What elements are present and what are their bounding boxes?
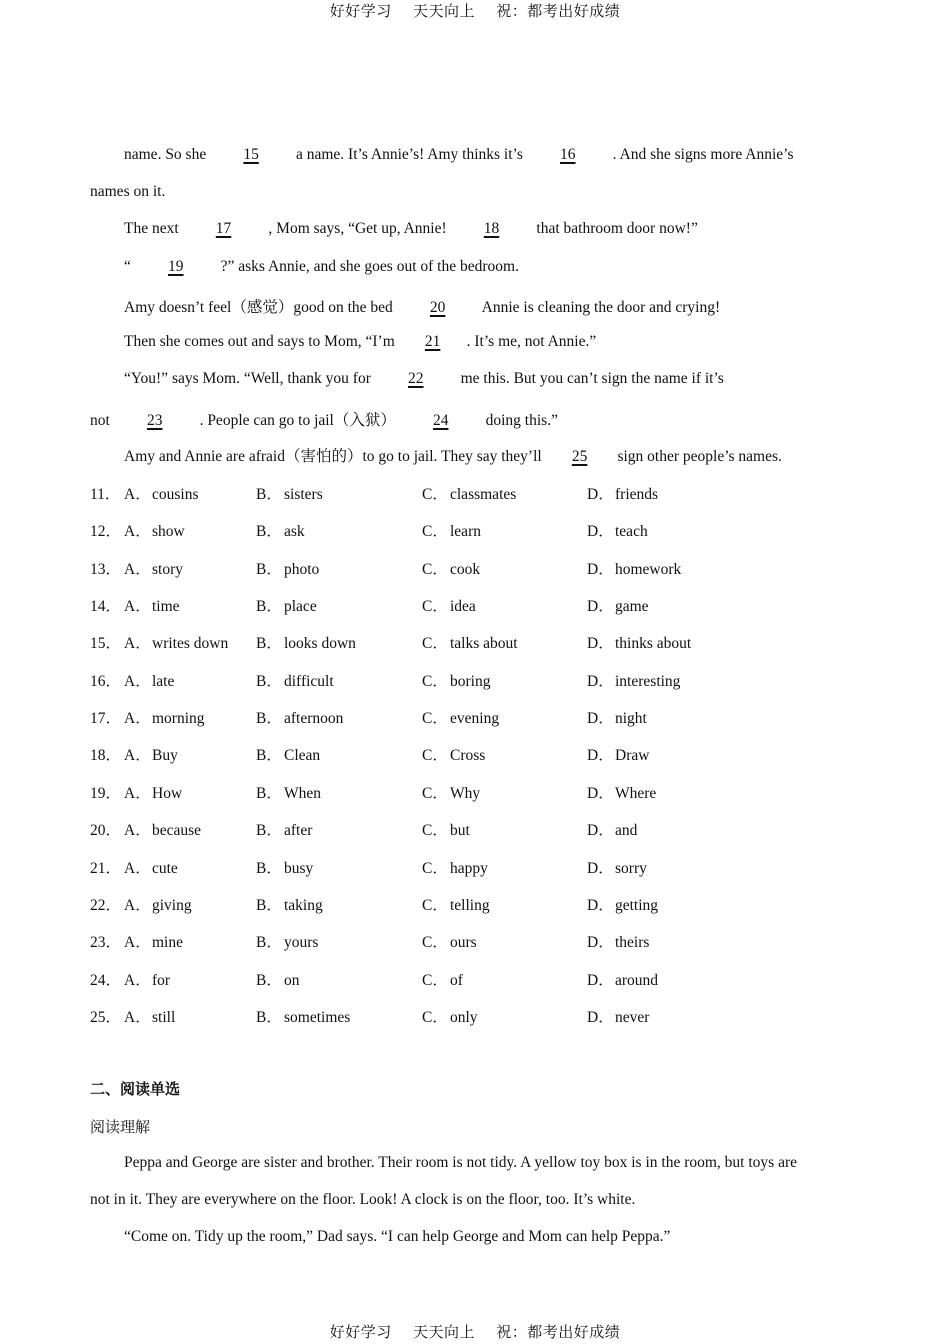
option-text: thinks about bbox=[615, 635, 692, 652]
option-text: cute bbox=[152, 860, 178, 877]
passage-line bbox=[124, 295, 720, 317]
option-c bbox=[422, 519, 481, 541]
option-letter: B． bbox=[256, 822, 282, 839]
option-text: Buy bbox=[152, 747, 178, 764]
option-d bbox=[587, 856, 647, 878]
option-b bbox=[256, 557, 319, 579]
option-c bbox=[422, 930, 477, 952]
blank-21: 21 bbox=[424, 333, 441, 350]
option-c bbox=[422, 781, 480, 803]
option-d bbox=[587, 743, 649, 765]
option-text: theirs bbox=[615, 934, 650, 951]
option-text: place bbox=[284, 598, 317, 615]
option-letter: B． bbox=[256, 785, 282, 802]
question-number: 13． bbox=[90, 561, 122, 578]
question-number: 21． bbox=[90, 860, 122, 877]
option-letter: C． bbox=[422, 561, 448, 578]
option-a bbox=[124, 631, 228, 653]
option-b bbox=[256, 482, 323, 504]
passage-text: . And she signs more Annie’s bbox=[608, 146, 794, 163]
option-d bbox=[587, 519, 648, 541]
option-text: idea bbox=[450, 598, 476, 615]
option-text: interesting bbox=[615, 673, 681, 690]
option-letter: C． bbox=[422, 822, 448, 839]
option-b bbox=[256, 669, 334, 691]
option-letter: D． bbox=[587, 1009, 614, 1026]
option-letter: D． bbox=[587, 822, 614, 839]
option-b bbox=[256, 1005, 350, 1027]
question-number: 22． bbox=[90, 897, 122, 914]
option-text: story bbox=[152, 561, 183, 578]
option-b bbox=[256, 781, 321, 803]
option-letter: C． bbox=[422, 486, 448, 503]
option-b bbox=[256, 743, 320, 765]
option-letter: B． bbox=[256, 710, 282, 727]
passage-line bbox=[124, 370, 724, 388]
option-c bbox=[422, 631, 518, 653]
option-text: only bbox=[450, 1009, 478, 1026]
option-letter: A． bbox=[124, 934, 151, 951]
reading-line: not in it. They are everywhere on the floor. Look! A clock is on the floor, too. It’s white. bbox=[90, 1191, 636, 1208]
blank-19: 19 bbox=[168, 258, 184, 275]
question-number: 12． bbox=[90, 523, 122, 540]
option-letter: C． bbox=[422, 673, 448, 690]
option-d bbox=[587, 818, 637, 840]
option-text: cousins bbox=[152, 486, 199, 503]
option-text: Cross bbox=[450, 747, 486, 764]
option-text: and bbox=[615, 822, 638, 839]
option-letter: A． bbox=[124, 860, 151, 877]
option-text: evening bbox=[450, 710, 500, 727]
option-text: time bbox=[152, 598, 180, 615]
passage-line bbox=[124, 444, 782, 466]
option-letter: D． bbox=[587, 486, 614, 503]
passage-text: names on it. bbox=[90, 183, 166, 200]
passage-line bbox=[124, 258, 519, 276]
option-letter: C． bbox=[422, 785, 448, 802]
option-text: night bbox=[615, 710, 647, 727]
option-letter: A． bbox=[124, 673, 151, 690]
option-text: still bbox=[152, 1009, 176, 1026]
passage-text: doing this.” bbox=[481, 412, 558, 429]
option-text: teach bbox=[615, 523, 648, 540]
question-number: 23． bbox=[90, 934, 122, 951]
question-number: 17． bbox=[90, 710, 122, 727]
footer-right-text: 祝：都考出好成绩 bbox=[496, 1323, 621, 1341]
option-letter: D． bbox=[587, 897, 614, 914]
option-c bbox=[422, 818, 470, 840]
option-d bbox=[587, 557, 681, 579]
option-text: talks about bbox=[450, 635, 518, 652]
option-letter: C． bbox=[422, 710, 448, 727]
option-c bbox=[422, 856, 488, 878]
option-text: difficult bbox=[284, 673, 334, 690]
passage-text: . It’s me, not Annie.” bbox=[466, 333, 597, 350]
option-letter: C． bbox=[422, 860, 448, 877]
option-letter: C． bbox=[422, 972, 448, 989]
option-c bbox=[422, 557, 480, 579]
option-d bbox=[587, 669, 680, 691]
option-text: ask bbox=[284, 523, 305, 540]
option-letter: A． bbox=[124, 635, 151, 652]
option-text: but bbox=[450, 822, 470, 839]
question-number: 24． bbox=[90, 972, 122, 989]
reading-line: “Come on. Tidy up the room,” Dad says. “I can help George and Mom can help Peppa.” bbox=[124, 1228, 671, 1245]
question-number: 15． bbox=[90, 635, 122, 652]
passage-text: me this. But you can’t sign the name if it’s bbox=[456, 370, 724, 387]
section-title: 二、阅读单选 bbox=[90, 1080, 181, 1098]
option-d bbox=[587, 968, 658, 990]
option-c bbox=[422, 594, 476, 616]
header-middle-text: 天天向上 bbox=[412, 2, 475, 20]
passage-text: . People can go to jail（入狱） bbox=[195, 412, 400, 429]
option-letter: D． bbox=[587, 747, 614, 764]
option-letter: B． bbox=[256, 635, 282, 652]
option-text: because bbox=[152, 822, 202, 839]
option-text: for bbox=[152, 972, 171, 989]
option-letter: D． bbox=[587, 710, 614, 727]
option-a bbox=[124, 968, 170, 990]
option-text: Why bbox=[450, 785, 481, 802]
option-text: Clean bbox=[284, 747, 321, 764]
option-letter: B． bbox=[256, 598, 282, 615]
option-b bbox=[256, 519, 305, 541]
option-text: giving bbox=[152, 897, 192, 914]
option-d bbox=[587, 482, 658, 504]
option-letter: D． bbox=[587, 785, 614, 802]
option-c bbox=[422, 669, 490, 691]
option-text: after bbox=[284, 822, 313, 839]
option-d bbox=[587, 930, 649, 952]
passage-text: “ bbox=[124, 258, 135, 275]
passage-text: Amy doesn’t feel（感觉）good on the bed bbox=[124, 299, 397, 316]
option-letter: A． bbox=[124, 561, 151, 578]
question-number: 20． bbox=[90, 822, 122, 839]
option-letter: B． bbox=[256, 561, 282, 578]
option-letter: C． bbox=[422, 934, 448, 951]
option-text: learn bbox=[450, 523, 481, 540]
option-d bbox=[587, 594, 649, 616]
option-a bbox=[124, 706, 205, 728]
option-d bbox=[587, 631, 691, 653]
option-letter: A． bbox=[124, 822, 151, 839]
option-text: classmates bbox=[450, 486, 517, 503]
option-text: ours bbox=[450, 934, 477, 951]
option-a bbox=[124, 856, 178, 878]
passage-line bbox=[90, 183, 165, 201]
passage-text: Amy and Annie are afraid（害怕的）to go to jail. They say they’ll bbox=[124, 448, 546, 465]
option-letter: B． bbox=[256, 486, 282, 503]
passage-text: sign other people’s names. bbox=[613, 448, 782, 465]
option-letter: A． bbox=[124, 523, 151, 540]
option-text: When bbox=[284, 785, 322, 802]
option-letter: B． bbox=[256, 1009, 282, 1026]
option-text: happy bbox=[450, 860, 488, 877]
option-a bbox=[124, 594, 180, 616]
option-b bbox=[256, 631, 356, 653]
option-text: morning bbox=[152, 710, 205, 727]
option-text: writes down bbox=[152, 635, 229, 652]
option-letter: C． bbox=[422, 897, 448, 914]
option-text: sorry bbox=[615, 860, 647, 877]
page-footer bbox=[0, 1321, 950, 1342]
blank-24: 24 bbox=[433, 412, 449, 429]
blank-22: 22 bbox=[408, 370, 424, 387]
option-text: around bbox=[615, 972, 659, 989]
option-text: of bbox=[450, 972, 463, 989]
passage-text: name. So she bbox=[124, 146, 211, 163]
option-text: show bbox=[152, 523, 185, 540]
passage-text: The next bbox=[124, 220, 183, 237]
option-letter: B． bbox=[256, 860, 282, 877]
passage-text: Then she comes out and says to Mom, “I’m bbox=[124, 333, 399, 350]
option-b bbox=[256, 818, 312, 840]
passage-line bbox=[124, 220, 698, 238]
option-text: sisters bbox=[284, 486, 323, 503]
option-letter: A． bbox=[124, 1009, 151, 1026]
option-text: getting bbox=[615, 897, 659, 914]
question-number: 16． bbox=[90, 673, 122, 690]
option-text: looks down bbox=[284, 635, 356, 652]
option-a bbox=[124, 930, 183, 952]
option-text: yours bbox=[284, 934, 319, 951]
option-text: telling bbox=[450, 897, 490, 914]
option-letter: A． bbox=[124, 972, 151, 989]
option-letter: A． bbox=[124, 486, 151, 503]
blank-15: 15 bbox=[243, 146, 259, 163]
option-text: late bbox=[152, 673, 175, 690]
option-b bbox=[256, 930, 318, 952]
option-d bbox=[587, 706, 647, 728]
option-letter: A． bbox=[124, 747, 151, 764]
option-a bbox=[124, 818, 201, 840]
passage-text: not bbox=[90, 412, 114, 429]
option-letter: A． bbox=[124, 710, 151, 727]
option-d bbox=[587, 893, 658, 915]
option-letter: B． bbox=[256, 934, 282, 951]
option-letter: B． bbox=[256, 897, 282, 914]
option-letter: A． bbox=[124, 785, 151, 802]
option-text: never bbox=[615, 1009, 650, 1026]
option-letter: B． bbox=[256, 747, 282, 764]
option-letter: C． bbox=[422, 747, 448, 764]
option-text: afternoon bbox=[284, 710, 344, 727]
option-text: on bbox=[284, 972, 300, 989]
option-b bbox=[256, 706, 343, 728]
header-left-text: 好好学习 bbox=[329, 2, 392, 20]
option-text: homework bbox=[615, 561, 682, 578]
passage-line bbox=[124, 333, 596, 351]
option-text: cook bbox=[450, 561, 481, 578]
option-letter: D． bbox=[587, 972, 614, 989]
passage-text: , Mom says, “Get up, Annie! bbox=[264, 220, 451, 237]
option-a bbox=[124, 482, 199, 504]
blank-25: 25 bbox=[571, 448, 588, 465]
option-b bbox=[256, 968, 300, 990]
option-letter: D． bbox=[587, 934, 614, 951]
option-letter: B． bbox=[256, 523, 282, 540]
question-number: 25． bbox=[90, 1009, 122, 1026]
passage-text: “You!” says Mom. “Well, thank you for bbox=[124, 370, 375, 387]
option-text: taking bbox=[284, 897, 323, 914]
question-number: 14． bbox=[90, 598, 122, 615]
option-text: busy bbox=[284, 860, 314, 877]
option-letter: B． bbox=[256, 673, 282, 690]
passage-line bbox=[124, 146, 793, 164]
option-a bbox=[124, 669, 174, 691]
option-letter: C． bbox=[422, 598, 448, 615]
option-b bbox=[256, 856, 313, 878]
option-a bbox=[124, 781, 182, 803]
passage-text: Annie is cleaning the door and crying! bbox=[478, 299, 721, 316]
option-c bbox=[422, 743, 485, 765]
footer-left-text: 好好学习 bbox=[329, 1323, 392, 1341]
section-subtitle: 阅读理解 bbox=[90, 1118, 151, 1136]
option-letter: C． bbox=[422, 1009, 448, 1026]
passage-text: ?” asks Annie, and she goes out of the bedroom. bbox=[216, 258, 519, 275]
header-right-text: 祝：都考出好成绩 bbox=[496, 2, 621, 20]
option-letter: A． bbox=[124, 598, 151, 615]
option-a bbox=[124, 743, 178, 765]
option-c bbox=[422, 1005, 478, 1027]
blank-18: 18 bbox=[483, 220, 500, 237]
option-letter: D． bbox=[587, 523, 614, 540]
passage-text: a name. It’s Annie’s! Amy thinks it’s bbox=[292, 146, 527, 163]
option-text: sometimes bbox=[284, 1009, 351, 1026]
option-letter: D． bbox=[587, 598, 614, 615]
option-text: photo bbox=[284, 561, 320, 578]
option-text: game bbox=[615, 598, 649, 615]
reading-line: Peppa and George are sister and brother. Their room is not tidy. A yellow toy box is in the room, but toys are bbox=[124, 1154, 797, 1171]
option-c bbox=[422, 968, 463, 990]
option-letter: B． bbox=[256, 972, 282, 989]
option-a bbox=[124, 893, 192, 915]
blank-23: 23 bbox=[146, 412, 163, 429]
option-c bbox=[422, 482, 516, 504]
blank-17: 17 bbox=[215, 220, 232, 237]
option-c bbox=[422, 893, 490, 915]
option-d bbox=[587, 781, 656, 803]
option-letter: C． bbox=[422, 523, 448, 540]
question-number: 18． bbox=[90, 747, 122, 764]
option-letter: C． bbox=[422, 635, 448, 652]
option-letter: D． bbox=[587, 860, 614, 877]
option-c bbox=[422, 706, 499, 728]
option-text: Draw bbox=[615, 747, 650, 764]
option-text: friends bbox=[615, 486, 659, 503]
blank-20: 20 bbox=[429, 299, 446, 316]
passage-line bbox=[90, 408, 558, 430]
passage-text: that bathroom door now!” bbox=[532, 220, 698, 237]
footer-middle-text: 天天向上 bbox=[412, 1323, 475, 1341]
option-letter: A． bbox=[124, 897, 151, 914]
option-a bbox=[124, 557, 183, 579]
blank-16: 16 bbox=[560, 146, 576, 163]
option-letter: D． bbox=[587, 561, 614, 578]
option-letter: D． bbox=[587, 635, 614, 652]
page-header bbox=[0, 0, 950, 21]
option-d bbox=[587, 1005, 649, 1027]
question-number: 11． bbox=[90, 486, 121, 503]
option-text: How bbox=[152, 785, 183, 802]
option-text: mine bbox=[152, 934, 183, 951]
option-b bbox=[256, 893, 323, 915]
option-a bbox=[124, 1005, 175, 1027]
option-letter: D． bbox=[587, 673, 614, 690]
option-a bbox=[124, 519, 185, 541]
question-number: 19． bbox=[90, 785, 122, 802]
option-text: boring bbox=[450, 673, 491, 690]
option-b bbox=[256, 594, 317, 616]
option-text: Where bbox=[615, 785, 657, 802]
